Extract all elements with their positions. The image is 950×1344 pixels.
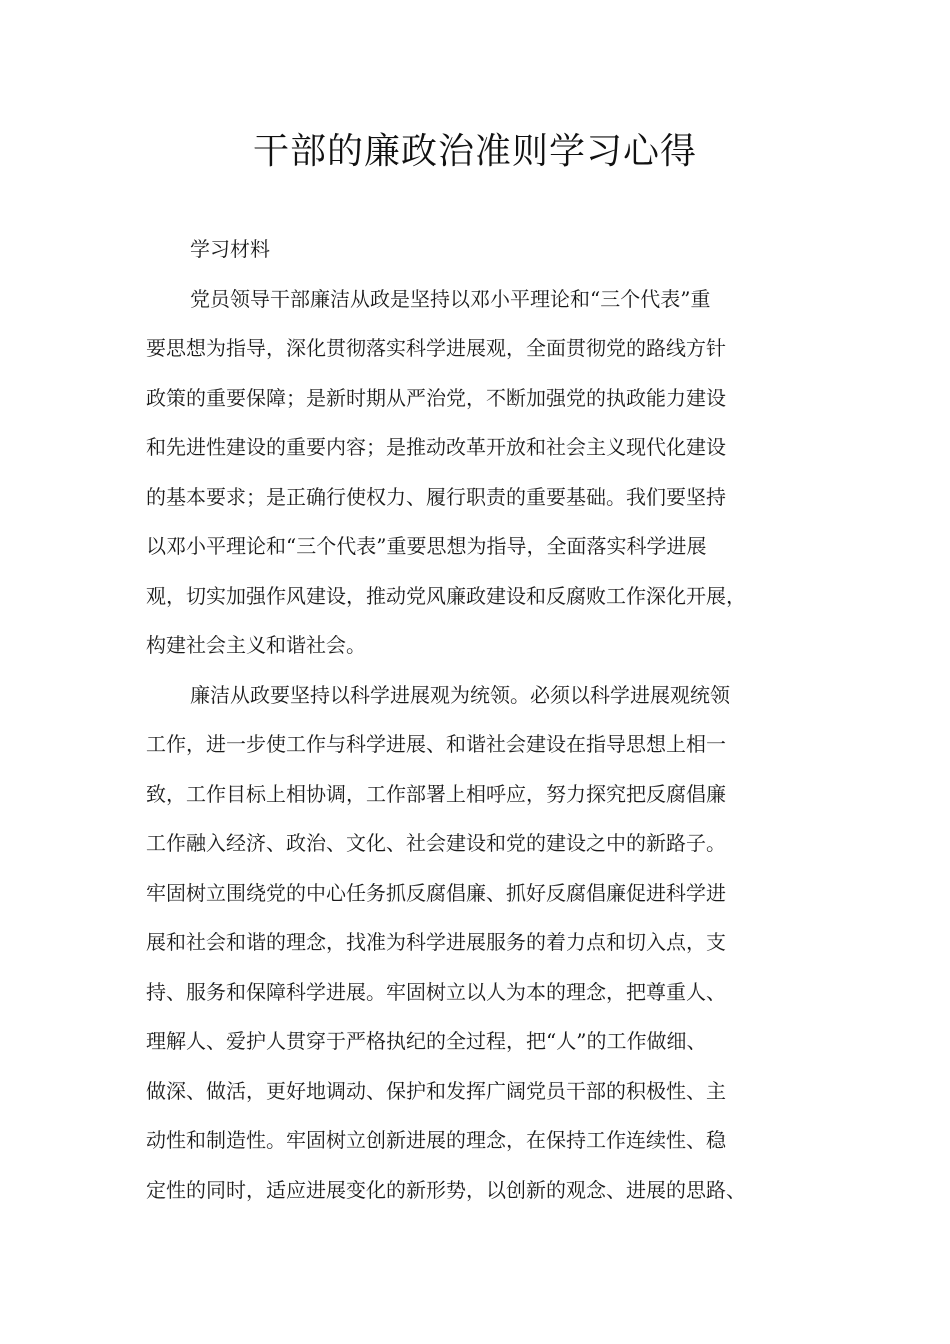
- document-body: [146, 225, 824, 1215]
- body-line: 党员领导干部廉洁从政是坚持以邓小平理论和“三个代表”重: [190, 286, 711, 311]
- body-line: 观，切实加强作风建设，推动党风廉政建设和反腐败工作深化开展，: [146, 583, 746, 608]
- body-line: 以邓小平理论和“三个代表”重要思想为指导，全面落实科学进展: [146, 534, 707, 558]
- body-line: 牢固树立围绕党的中心任务抓反腐倡廉、抓好反腐倡廉促进科学进: [146, 880, 726, 905]
- body-line: 动性和制造性。牢固树立创新进展的理念，在保持工作连续性、稳: [146, 1128, 726, 1152]
- body-line: 廉洁从政要坚持以科学进展观为统领。必须以科学进展观统领: [190, 682, 730, 707]
- body-line: 构建社会主义和谐社会。: [146, 633, 366, 657]
- body-line: 展和社会和谐的理念，找准为科学进展服务的着力点和切入点，支: [146, 930, 726, 954]
- body-line: 工作融入经济、政治、文化、社会建设和党的建设之中的新路子。: [146, 831, 726, 855]
- body-line: 定性的同时，适应进展变化的新形势，以创新的观念、进展的思路、: [146, 1177, 746, 1202]
- body-line: 的基本要求；是正确行使权力、履行职责的重要基础。我们要坚持: [146, 484, 726, 509]
- body-line: 工作，进一步使工作与科学进展、和谐社会建设在指导思想上相一: [146, 732, 726, 756]
- body-line: 理解人、爱护人贯穿于严格执纪的全过程，把“人”的工作做细、: [146, 1029, 707, 1053]
- body-line: 要思想为指导，深化贯彻落实科学进展观，全面贯彻党的路线方针: [146, 336, 726, 360]
- body-line: 做深、做活，更好地调动、保护和发挥广阔党员干部的积极性、主: [146, 1078, 726, 1103]
- body-line: 学习材料: [190, 237, 270, 261]
- document-title: 干部的廉政治准则学习心得: [252, 131, 697, 172]
- body-line: 和先进性建设的重要内容；是推动改革开放和社会主义现代化建设: [146, 435, 726, 459]
- body-line: 致，工作目标上相协调，工作部署上相呼应，努力探究把反腐倡廉: [146, 781, 726, 806]
- body-line: 持、服务和保障科学进展。牢固树立以人为本的理念，把尊重人、: [146, 979, 726, 1004]
- body-line: 政策的重要保障；是新时期从严治党，不断加强党的执政能力建设: [146, 385, 726, 410]
